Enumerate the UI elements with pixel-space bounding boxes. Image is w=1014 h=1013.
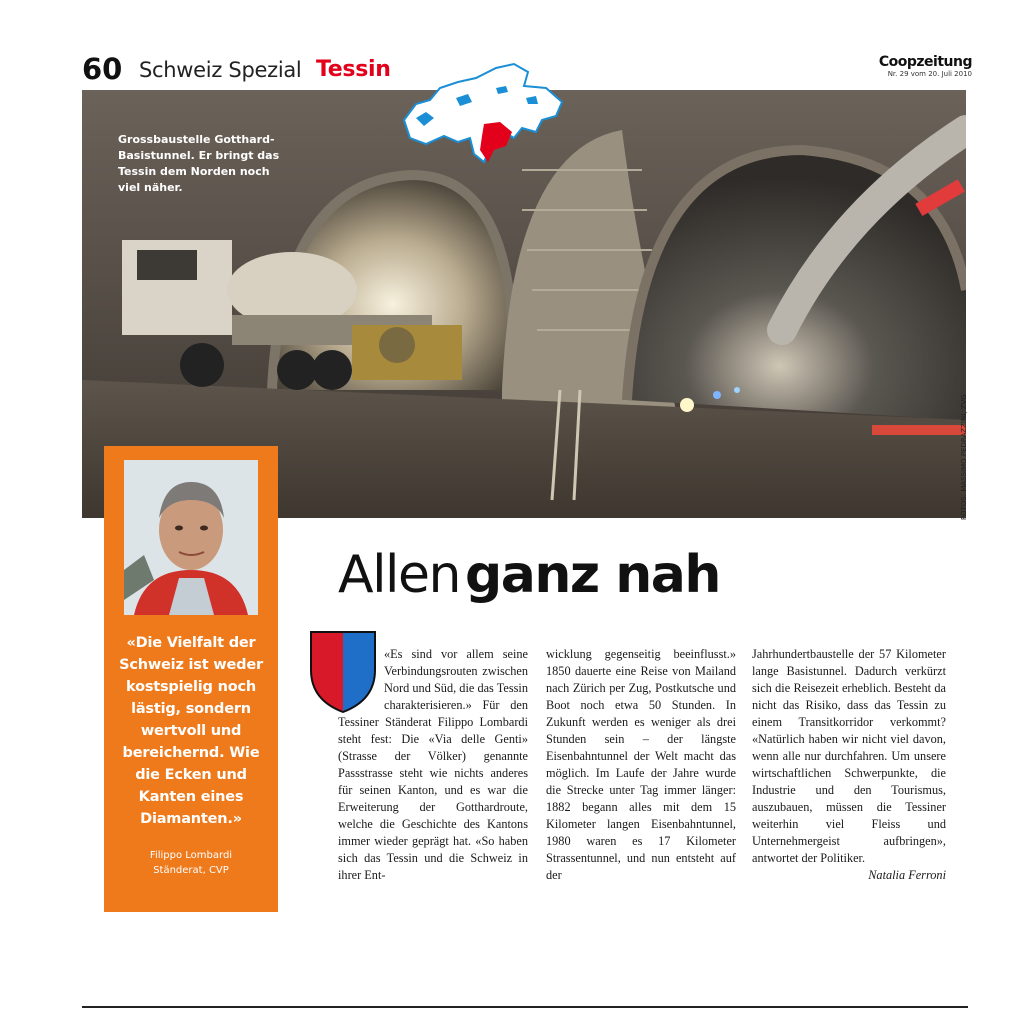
article-author: Natalia Ferroni bbox=[868, 868, 946, 882]
headline-light: Allen bbox=[338, 545, 460, 605]
section-accent: Tessin bbox=[316, 57, 391, 82]
article-column-3 bbox=[752, 646, 946, 966]
article-text-3: Jahrhundertbaustelle der 57 Kilometer lange Basistunnel. Dadurch verkürzt sich die Reisezeit erheblich. Besteht da nicht das Risiko, dass das Tessin zu einem Transitkorridor verkommt? «Natürlich haben wir nicht viel davon, wenn alle nur durchfahren. Um unsere wirtschaftlichen Schwerpunkte, die Industrie und den Tourismus, auszubauen, müssen die Tessiner weiterhin viel Fleiss und Unternehmergeist aufbringen», antwortet der Politiker. bbox=[752, 647, 946, 865]
headline-bold: ganz nah bbox=[465, 545, 720, 605]
article-column-2 bbox=[546, 646, 736, 966]
quote-box bbox=[104, 446, 278, 912]
article-column-1 bbox=[338, 646, 528, 966]
headline bbox=[338, 545, 720, 605]
quote-author-role: Ständerat, CVP bbox=[153, 865, 229, 876]
footer-rule bbox=[82, 1006, 968, 1008]
brand-name: Coopzeitung bbox=[878, 54, 972, 70]
switzerland-map-icon bbox=[396, 58, 566, 168]
crest-spacer bbox=[338, 646, 384, 714]
photo-credit: FOTOS: MASSIMO PEDRAZZINI, ZVG bbox=[960, 394, 968, 520]
photo-caption: Grossbaustelle Gotthard-Basistunnel. Er bringt das Tessin dem Norden noch viel näher. bbox=[118, 133, 280, 194]
portrait-illustration bbox=[124, 460, 258, 615]
article-text-1: «Es sind vor allem seine Verbindungsrouten zwischen Nord und Süd, die das Tessin charakterisieren.» Für den Tessiner Ständerat Filippo Lombardi steht fest: Die «Via delle Genti» (Strasse der Völker) genannte Passstrasse steht wie nichts anderes für seinen Kanton, und es war die Erweiterung der Gotthardroute, welche die Geschichte des Kantons immer wieder geprägt hat. «So haben sich das Tessin und die Schweiz in ihrer Ent- bbox=[338, 647, 528, 882]
quote-author-name: Filippo Lombardi bbox=[149, 850, 233, 861]
brand-block bbox=[879, 54, 972, 78]
issue-info: Nr. 29 vom 20. Juli 2010 bbox=[887, 70, 972, 78]
section-title: Schweiz Spezial bbox=[139, 58, 302, 82]
article-text-2: wicklung gegenseitig beeinflusst.» 1850 dauerte eine Reise von Mailand nach Zürich per Zug, Postkutsche und Boot noch etwa 50 Stunden. In Zukunft werden es weniger als drei Stunden sein – der längste Eisenbahntunnel der Welt macht das möglich. Im Laufe der Jahre wurde die Strecke unter Tag immer länger: 1882 begann alles mit dem 15 Kilometer langen Eisenbahntunnel, 1980 waren es 17 Kilometer Strassentunnel, und nun entsteht auf der bbox=[546, 647, 736, 882]
quote-attribution bbox=[104, 848, 278, 878]
quote-text: «Die Vielfalt der Schweiz ist weder kostspielig noch lästig, sondern wertvoll und bereichernd. Wie die Ecken und Kanten eines Diamanten.» bbox=[119, 635, 263, 827]
portrait-photo bbox=[124, 460, 258, 615]
page-number: 60 bbox=[82, 52, 123, 86]
